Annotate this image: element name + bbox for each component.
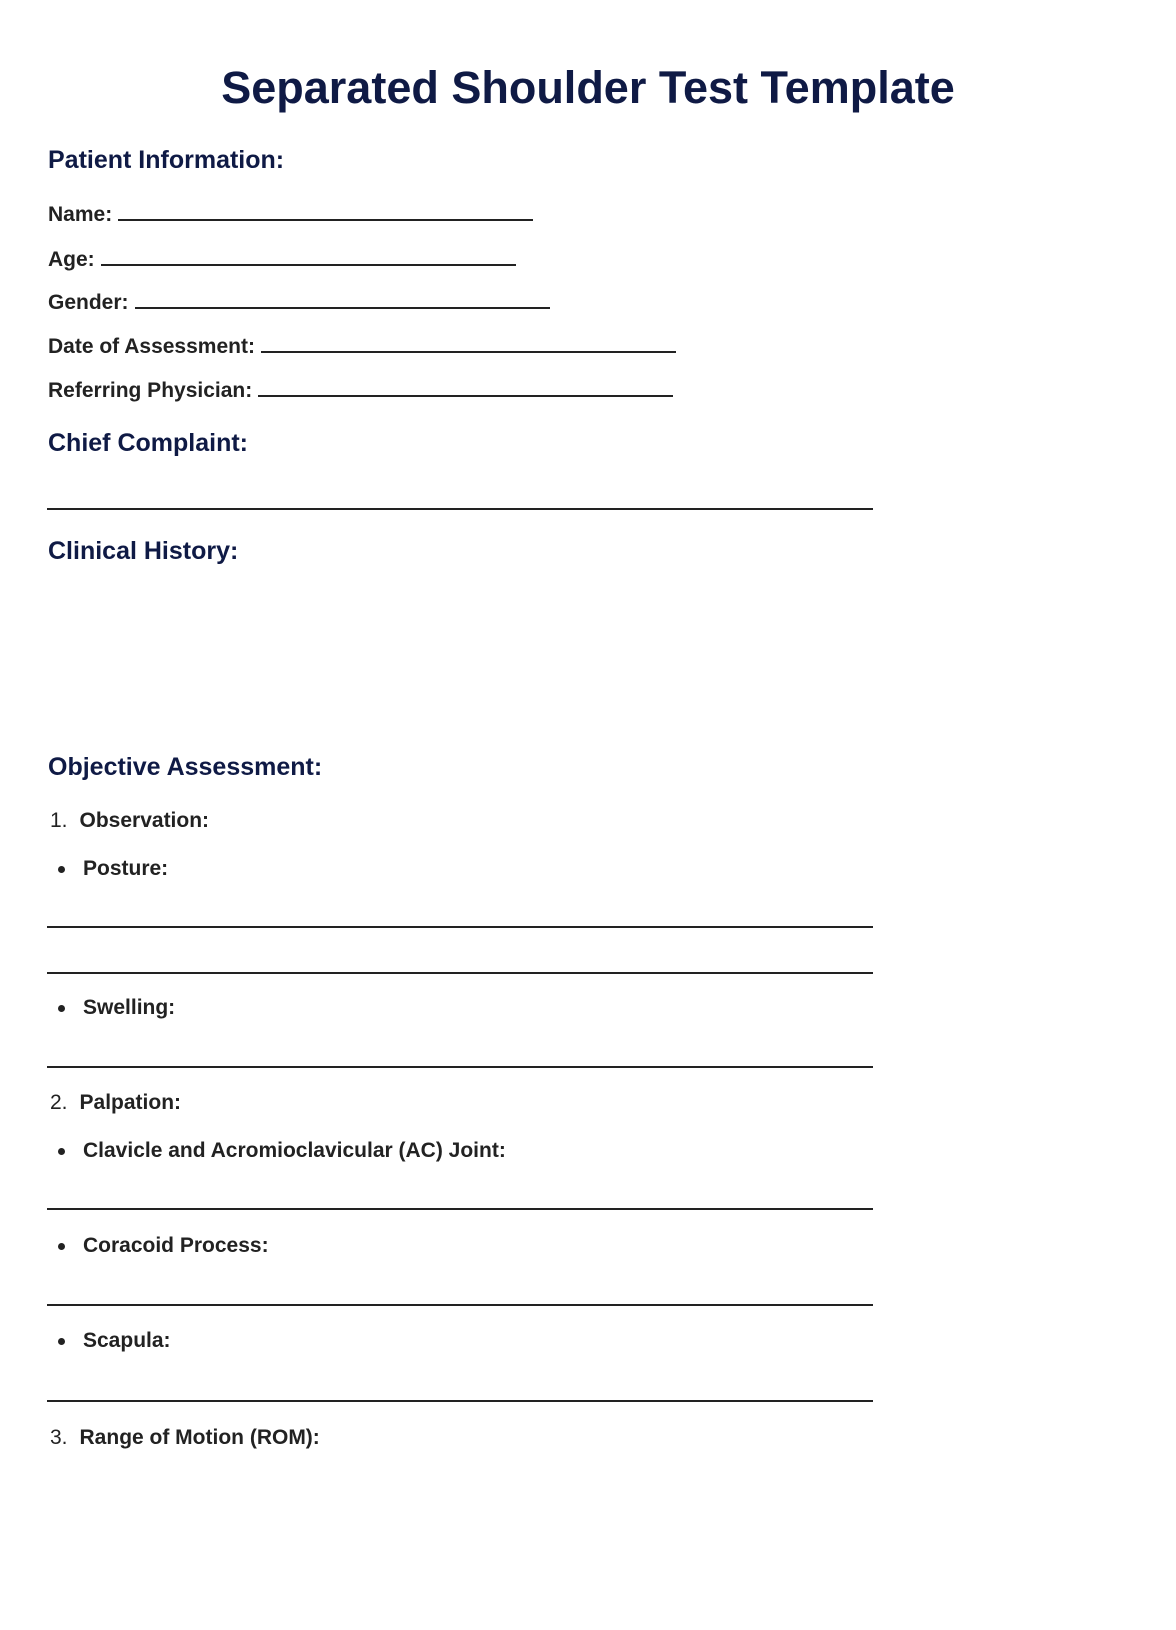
name-label: Name: bbox=[48, 203, 113, 226]
date-blank[interactable] bbox=[261, 333, 676, 353]
physician-label: Referring Physician: bbox=[48, 379, 253, 402]
document-title: Separated Shoulder Test Template bbox=[221, 62, 955, 113]
bullet-icon bbox=[58, 1005, 65, 1012]
observation-item: 1. Observation: bbox=[50, 809, 210, 832]
date-label: Date of Assessment: bbox=[48, 335, 255, 358]
referring-physician-field[interactable] bbox=[48, 377, 673, 404]
posture-item: Posture: bbox=[58, 856, 168, 882]
chief-complaint-line[interactable] bbox=[47, 508, 873, 510]
name-field[interactable] bbox=[48, 201, 533, 228]
gender-label: Gender: bbox=[48, 291, 129, 314]
bullet-icon bbox=[58, 1148, 65, 1155]
name-blank[interactable] bbox=[118, 201, 533, 221]
age-field[interactable] bbox=[48, 246, 516, 273]
objective-assessment-heading: Objective Assessment: bbox=[48, 753, 323, 781]
physician-blank[interactable] bbox=[258, 377, 673, 397]
chief-complaint-heading: Chief Complaint: bbox=[48, 429, 248, 457]
bullet-icon bbox=[58, 1243, 65, 1250]
swelling-item: Swelling: bbox=[58, 995, 175, 1021]
coracoid-process-item: Coracoid Process: bbox=[58, 1233, 269, 1259]
date-of-assessment-field[interactable] bbox=[48, 333, 676, 360]
palpation-item: 2. Palpation: bbox=[50, 1091, 182, 1114]
scapula-line[interactable] bbox=[47, 1400, 873, 1402]
bullet-icon bbox=[58, 1338, 65, 1345]
coracoid-line[interactable] bbox=[47, 1304, 873, 1306]
scapula-item: Scapula: bbox=[58, 1328, 171, 1354]
clavicle-line[interactable] bbox=[47, 1208, 873, 1210]
clinical-history-heading: Clinical History: bbox=[48, 537, 239, 565]
posture-line-2[interactable] bbox=[47, 972, 873, 974]
swelling-line[interactable] bbox=[47, 1066, 873, 1068]
patient-information-heading: Patient Information: bbox=[48, 146, 285, 174]
age-blank[interactable] bbox=[101, 246, 516, 266]
clavicle-ac-joint-item: Clavicle and Acromioclavicular (AC) Joint: bbox=[58, 1138, 506, 1164]
bullet-icon bbox=[58, 866, 65, 873]
age-label: Age: bbox=[48, 248, 95, 271]
posture-line-1[interactable] bbox=[47, 926, 873, 928]
gender-field[interactable] bbox=[48, 289, 550, 316]
range-of-motion-item: 3. Range of Motion (ROM): bbox=[50, 1426, 320, 1449]
gender-blank[interactable] bbox=[135, 289, 550, 309]
